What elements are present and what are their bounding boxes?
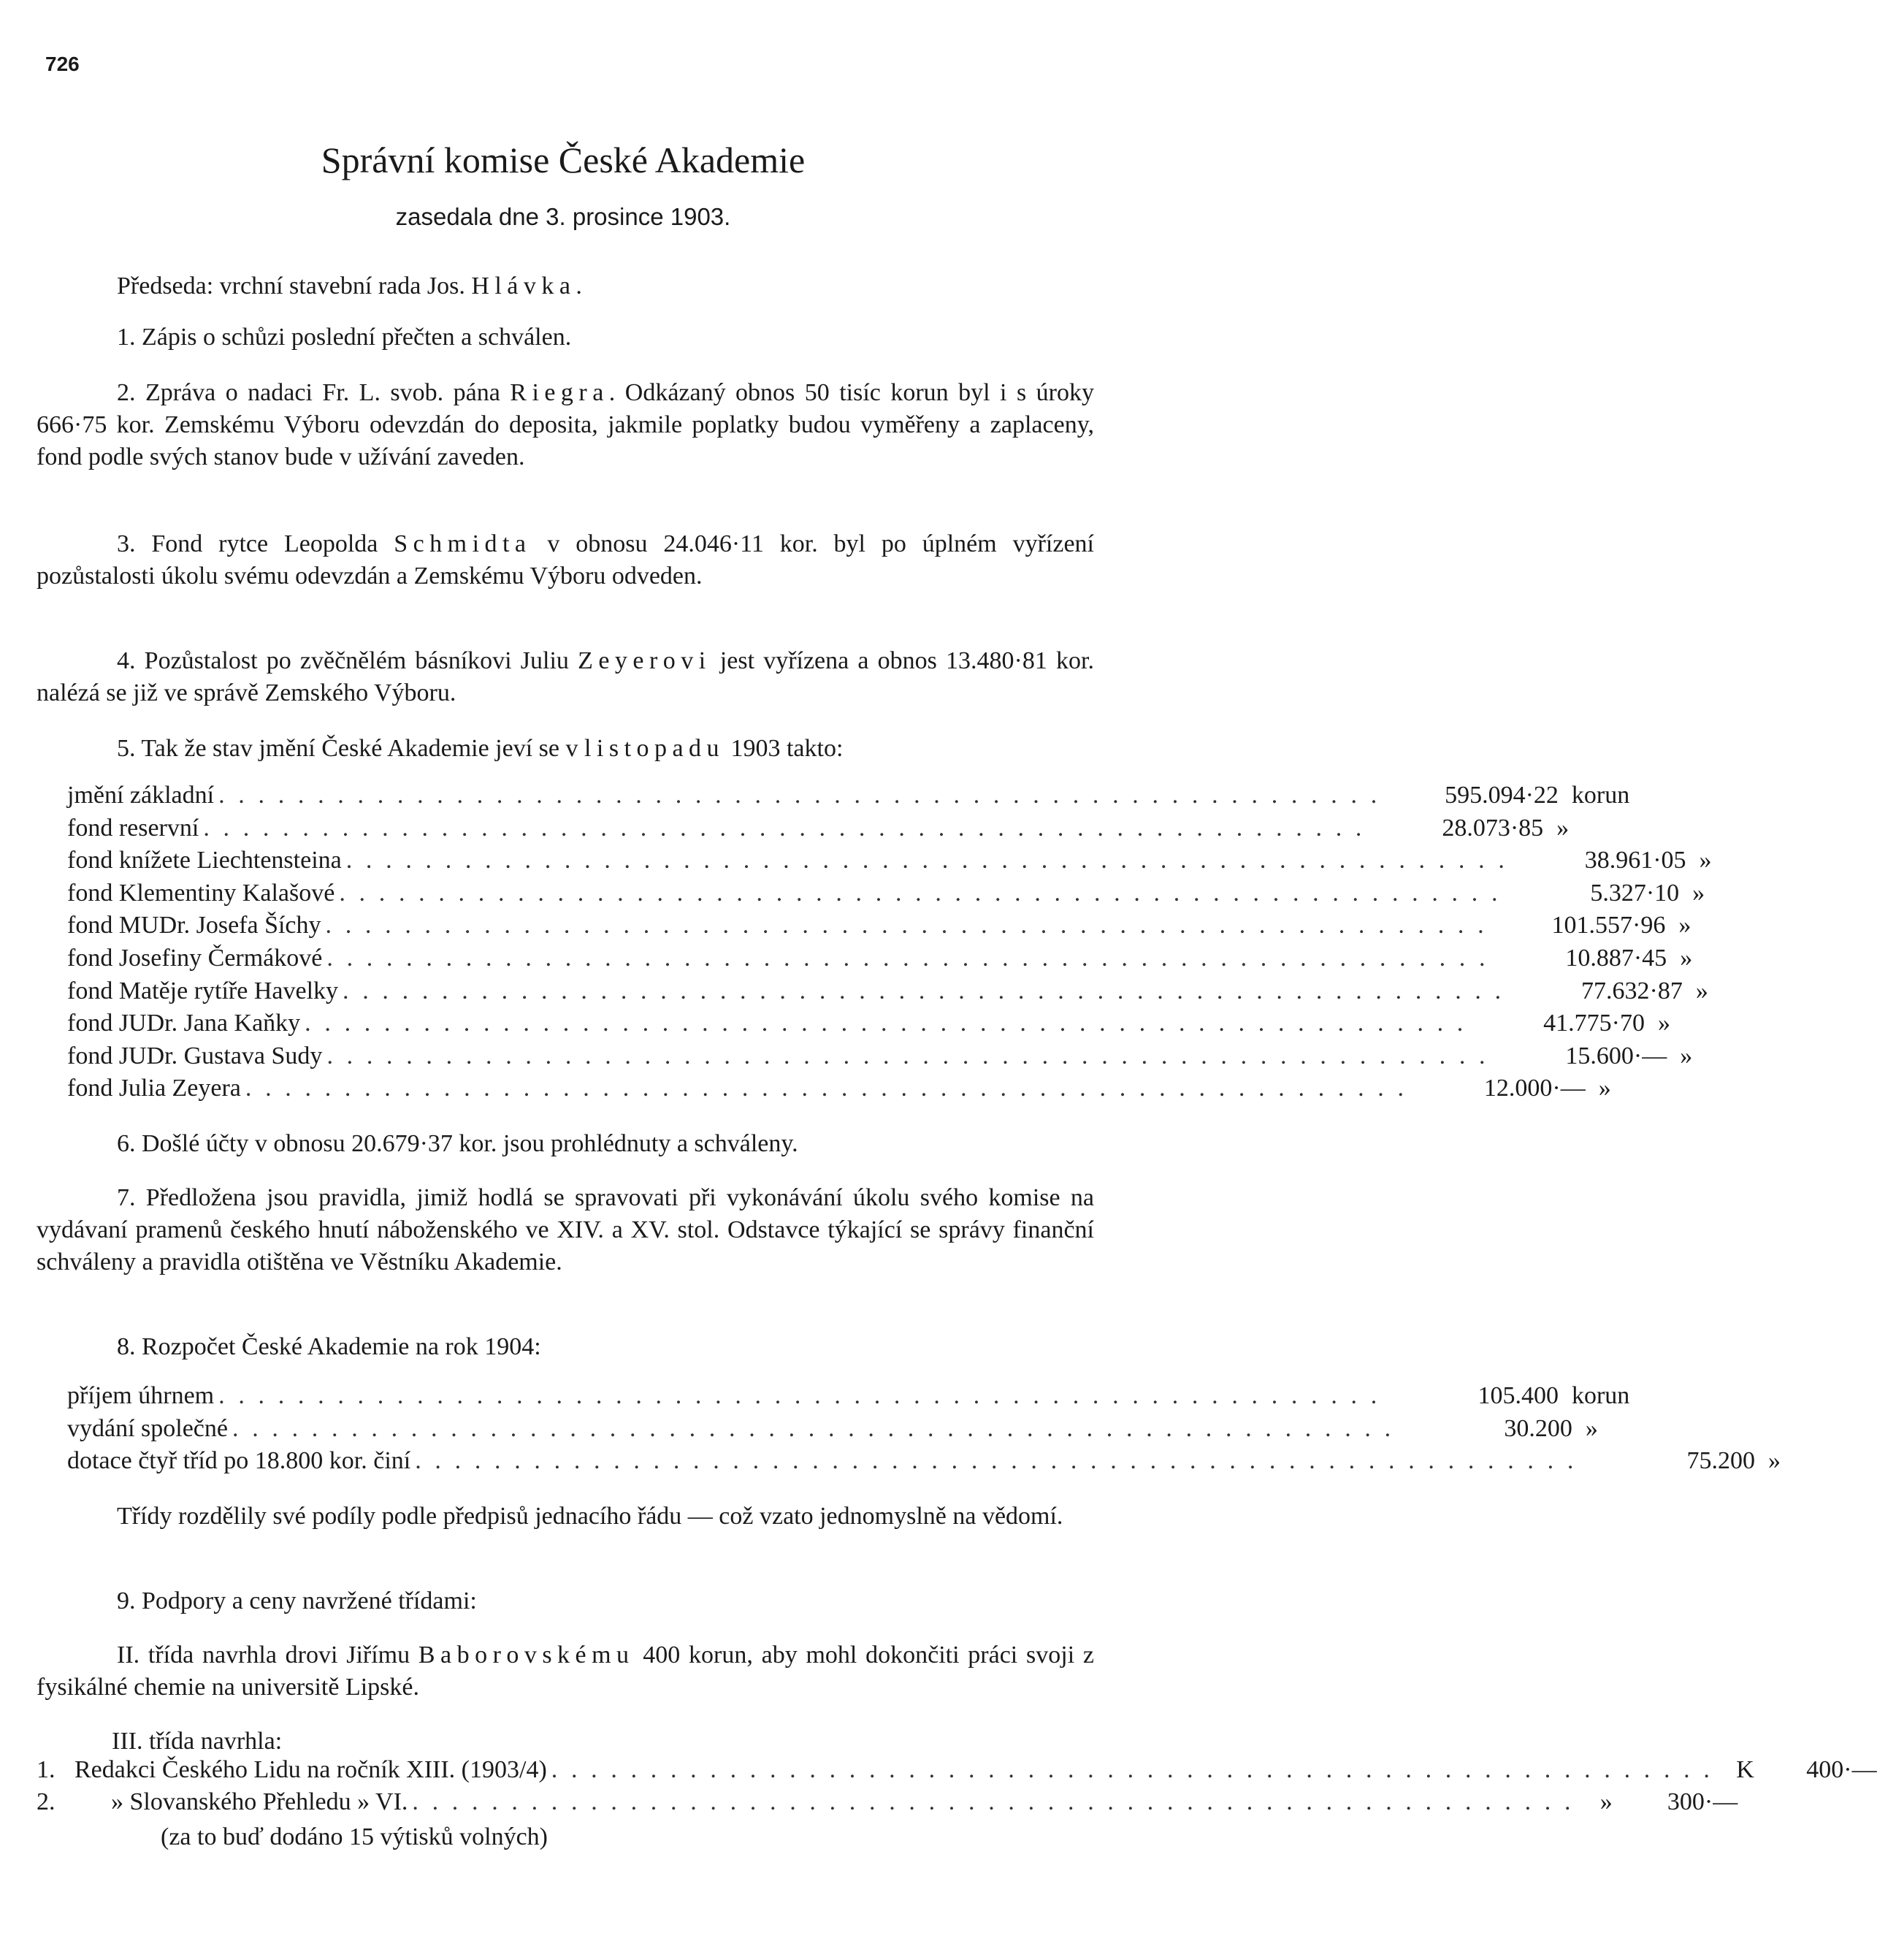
fund-amount: 41.775·70 bbox=[1543, 1010, 1645, 1037]
fund-amount: 5.327·10 bbox=[1590, 879, 1680, 907]
budget-label: příjem úhrnem bbox=[67, 1382, 215, 1409]
leader-dots: ........................................................... bbox=[218, 782, 1391, 809]
leader-dots: ........................................................... bbox=[326, 944, 1499, 972]
fund-unit: korun bbox=[1571, 782, 1630, 809]
page-title: Správní komise České Akademie bbox=[321, 140, 806, 180]
ledger-row bbox=[67, 1042, 1693, 1075]
budget-amount: 75.200 bbox=[1686, 1447, 1756, 1475]
fund-amount: 10.887·45 bbox=[1565, 944, 1667, 972]
budget-note: Třídy rozdělily své podíly podle předpisů jednacího řádu — což vzato jednomyslně na vědomí. bbox=[117, 1503, 1063, 1530]
leader-dots: ........................................................... bbox=[339, 879, 1512, 907]
ledger-row bbox=[67, 814, 1570, 847]
item-5-text-b: 1903 takto: bbox=[724, 735, 844, 762]
fund-unit: » bbox=[1680, 944, 1693, 972]
leader-dots: ........................................................... bbox=[245, 1075, 1418, 1102]
grant-label: » Slovanského Přehledu » VI. bbox=[111, 1788, 408, 1815]
grant-number: 1. bbox=[37, 1756, 56, 1783]
fund-unit: » bbox=[1680, 1042, 1693, 1069]
grants-note: (za to buď dodáno 15 výtisků volných) bbox=[161, 1823, 548, 1850]
ledger-row bbox=[67, 944, 1693, 977]
fund-amount: 15.600·— bbox=[1565, 1042, 1667, 1069]
fund-label: fond Matěje rytíře Havelky bbox=[67, 977, 339, 1004]
item-3 bbox=[37, 528, 1094, 592]
leader-dots: ........................................................... bbox=[551, 1756, 1724, 1783]
grants-list bbox=[37, 1756, 1877, 1820]
chair-name: Hlávka bbox=[471, 272, 576, 300]
class-2-text-b: 400 korun, aby mohl dokončiti práci svoji z fysikálné chemie na universitě Lipské. bbox=[37, 1641, 1094, 1701]
grant-row bbox=[37, 1756, 1877, 1788]
budget-ledger bbox=[67, 1382, 1781, 1480]
chair-prefix: Předseda: vrchní stavební rada Jos. bbox=[117, 272, 472, 300]
fund-label: fond Josefiny Čermákové bbox=[67, 944, 323, 972]
fund-label: fond JUDr. Gustava Sudy bbox=[67, 1042, 323, 1069]
budget-label: dotace čtyř tříd po 18.800 kor. činí bbox=[67, 1447, 411, 1475]
item-3-name: Schmidta bbox=[394, 530, 532, 557]
leader-dots: ........................................................... bbox=[326, 1042, 1499, 1069]
fund-amount: 101.557·96 bbox=[1551, 912, 1666, 939]
grant-amount: 400·— bbox=[1806, 1756, 1877, 1783]
item-5 bbox=[37, 733, 1094, 765]
grant-label: Redakci Českého Lidu na ročník XIII. (1903/4) bbox=[74, 1756, 547, 1783]
leader-dots: ........................................................... bbox=[415, 1447, 1588, 1475]
item-7: 7. Předložena jsou pravidla, jimiž hodlá se spravovati při vykonávání úkolu svého komise na vydávaní pramenů českého hnutí náboženského ve XIV. a XV. stol. Odstavce týkající se správy finanční schváleny a pravidla otištěna ve Věstníku Akademie. bbox=[37, 1184, 1094, 1275]
class-2-proposal bbox=[37, 1639, 1094, 1704]
leader-dots: ........................................................... bbox=[218, 1382, 1391, 1409]
grant-amount: 300·— bbox=[1667, 1788, 1738, 1815]
ledger-row bbox=[67, 879, 1705, 912]
chair-suffix: . bbox=[576, 272, 582, 300]
funds-ledger bbox=[67, 782, 1712, 1107]
fund-label: fond JUDr. Jana Kaňky bbox=[67, 1010, 301, 1037]
fund-amount: 28.073·85 bbox=[1442, 814, 1544, 842]
item-4-text-a: 4. Pozůstalost po zvěčnělém básníkovi Juliu bbox=[117, 647, 578, 674]
leader-dots: ........................................................... bbox=[325, 912, 1498, 939]
item-1: 1. Zápis o schůzi poslední přečten a schválen. bbox=[117, 324, 572, 351]
fund-amount: 12.000·— bbox=[1483, 1075, 1586, 1102]
chair-paragraph bbox=[37, 270, 1094, 302]
fund-amount: 77.632·87 bbox=[1581, 977, 1683, 1004]
fund-unit: » bbox=[1657, 1010, 1670, 1037]
fund-unit: » bbox=[1692, 879, 1705, 907]
class-2-name: Baborovskému bbox=[418, 1641, 635, 1669]
grant-row bbox=[37, 1788, 1738, 1820]
leader-dots: ........................................................... bbox=[412, 1788, 1585, 1815]
budget-row bbox=[67, 1414, 1598, 1448]
ledger-row bbox=[67, 847, 1712, 880]
grant-currency: K bbox=[1736, 1756, 1754, 1783]
page-number: 726 bbox=[45, 53, 80, 75]
item-4 bbox=[37, 645, 1094, 709]
ledger-row bbox=[67, 782, 1630, 815]
fund-unit: » bbox=[1556, 814, 1570, 842]
fund-unit: » bbox=[1678, 912, 1691, 939]
leader-dots: ........................................................... bbox=[203, 814, 1376, 842]
fund-unit: » bbox=[1699, 847, 1712, 874]
leader-dots: ........................................................... bbox=[345, 847, 1518, 874]
class-3-heading: III. třída navrhla: bbox=[112, 1728, 283, 1755]
item-2-name: Riegra bbox=[510, 379, 609, 406]
fund-label: fond knížete Liechtensteina bbox=[67, 847, 342, 874]
item-2 bbox=[37, 377, 1094, 473]
fund-label: fond Klementiny Kalašové bbox=[67, 879, 335, 907]
item-8: 8. Rozpočet České Akademie na rok 1904: bbox=[117, 1333, 541, 1360]
budget-amount: 105.400 bbox=[1477, 1382, 1559, 1409]
budget-unit: korun bbox=[1571, 1382, 1630, 1409]
leader-dots: ........................................................... bbox=[305, 1010, 1477, 1037]
leader-dots: ........................................................... bbox=[232, 1414, 1404, 1442]
budget-row bbox=[67, 1382, 1630, 1415]
fund-label: jmění základní bbox=[67, 782, 215, 809]
budget-unit: » bbox=[1585, 1414, 1598, 1442]
fund-label: fond MUDr. Josefa Šíchy bbox=[67, 912, 321, 939]
item-6: 6. Došlé účty v obnosu 20.679·37 kor. jsou prohlédnuty a schváleny. bbox=[117, 1130, 798, 1157]
fund-amount: 38.961·05 bbox=[1584, 847, 1686, 874]
budget-unit: » bbox=[1768, 1447, 1781, 1475]
ledger-row bbox=[67, 1075, 1611, 1107]
budget-amount: 30.200 bbox=[1504, 1414, 1572, 1442]
item-4-name: Zeyerovi bbox=[578, 647, 711, 674]
class-2-text-a: II. třída navrhla drovi Jiřímu bbox=[117, 1641, 418, 1669]
item-4-text-b: jest vyřízena a obnos 13.480·81 kor. nalézá se již ve správě Zemského Výboru. bbox=[37, 647, 1094, 706]
item-3-text-b: v obnosu 24.046·11 kor. byl po úplném vyřízení pozůstalosti úkolu svému odevzdán a Zemskému Výboru odveden. bbox=[37, 530, 1094, 590]
ledger-row bbox=[67, 912, 1691, 945]
fund-label: fond reservní bbox=[67, 814, 199, 842]
item-5-text-a: 5. Tak že stav jmění České Akademie jeví se v bbox=[117, 735, 584, 762]
item-9: 9. Podpory a ceny navržené třídami: bbox=[117, 1587, 477, 1614]
fund-unit: » bbox=[1598, 1075, 1611, 1102]
item-2-text-b: . Odkázaný obnos 50 tisíc korun byl i s úroky 666·75 kor. Zemskému Výboru odevzdán do deposita, jakmile poplatky budou vyměřeny a zaplaceny, fond podle svých stanov bude v užívání zaveden. bbox=[37, 379, 1094, 470]
item-5-month: listopadu bbox=[584, 735, 725, 762]
fund-unit: » bbox=[1695, 977, 1708, 1004]
item-2-text-a: 2. Zpráva o nadaci Fr. L. svob. pána bbox=[117, 379, 511, 406]
item-3-text-a: 3. Fond rytce Leopolda bbox=[117, 530, 394, 557]
leader-dots: ........................................................... bbox=[343, 977, 1515, 1004]
fund-label: fond Julia Zeyera bbox=[67, 1075, 241, 1102]
grant-currency: » bbox=[1599, 1788, 1613, 1815]
budget-label: vydání společné bbox=[67, 1414, 228, 1442]
budget-row bbox=[67, 1447, 1781, 1480]
meeting-date: zasedala dne 3. prosince 1903. bbox=[395, 203, 731, 230]
ledger-row bbox=[67, 977, 1708, 1010]
ledger-row bbox=[67, 1010, 1670, 1042]
grant-number: 2. bbox=[37, 1788, 56, 1815]
fund-amount: 595.094·22 bbox=[1445, 782, 1559, 809]
